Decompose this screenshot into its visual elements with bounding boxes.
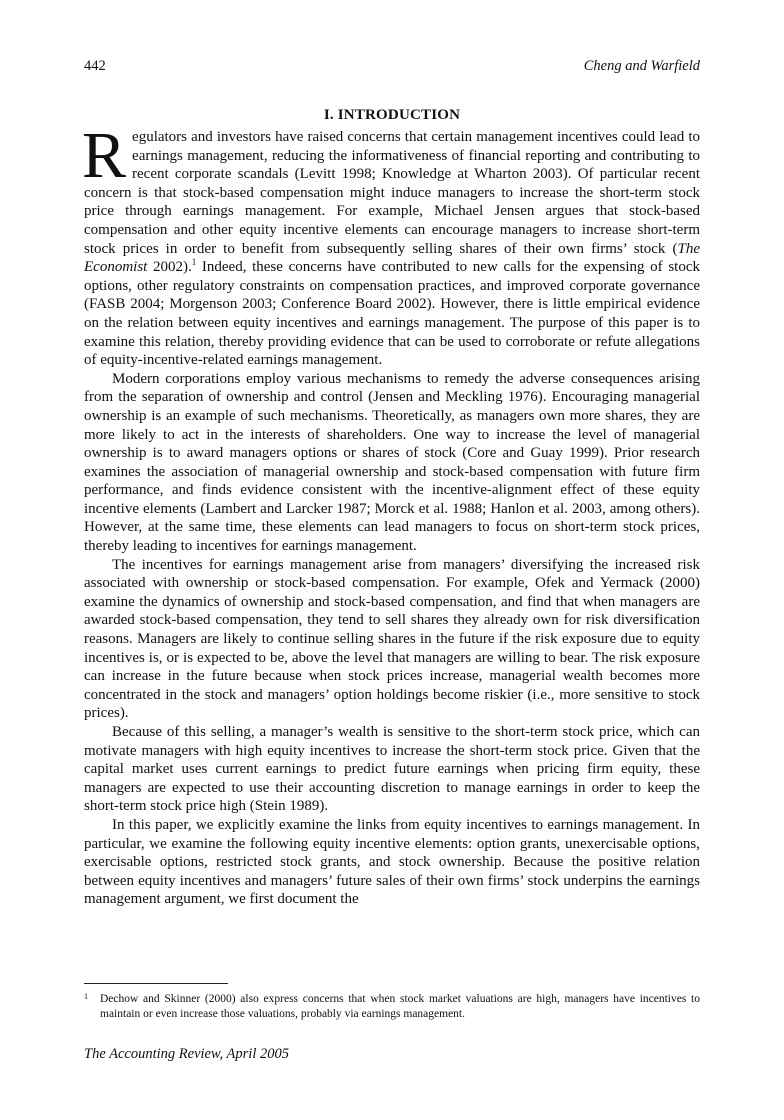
paragraph-1-citation-italic: The Economist [84, 240, 700, 276]
paragraph-1-text-b: 2002). [147, 259, 192, 276]
footnote-divider [84, 983, 228, 984]
article-body [82, 119, 700, 909]
paragraph-4: Because of this selling, a manager’s wealth is sensitive to the short-term stock price, which can motivate managers with high equity incentives to increase the short-term stock price. Given that the capital market uses current earnings to predict future earnings when pricing firm equity, these managers are expected to use their accounting discretion to manage earnings in order to keep the short-term stock price high (Stein 1989). [84, 724, 700, 815]
page-header [84, 58, 700, 78]
section-title: I. INTRODUCTION [323, 107, 461, 123]
footnote-reference: 1 [191, 257, 197, 268]
page-number: 442 [84, 58, 106, 74]
journal-footer: The Accounting Review, April 2005 [84, 1046, 289, 1062]
paragraph-1-text-c: Indeed, these concerns have contributed to new calls for the expensing of stock options, other regulatory constraints on compensation practices, and improved corporate governance (FASB 2004; Morgenson 2003; Conference Board 2002). However, there is little empirical evidence on the relation between equity incentives and earnings management. The purpose of this paper is to examine this relation, thereby providing evidence that can be used to corroborate or refute allegations of equity-incentive-related earnings management. [84, 259, 700, 369]
footnote [84, 992, 700, 1021]
paragraph-1 [82, 119, 700, 370]
paragraph-1-text-a: egulators and investors have raised concerns that certain management incentives could lead to earnings management, reducing the informativeness of financial reporting and contributing to recent corporate scandals (Levitt 1998; Knowledge at Wharton 2003). Of particular recent concern is that stock-based compensation might induce managers to increase the short-term stock price through earnings management. For example, Michael Jensen argues that stock-based compensation and other equity incentive elements can encourage managers to increase short-term stock prices in order to benefit from subsequently selling shares of their own firms’ stock ( [84, 129, 700, 257]
drop-cap: R [82, 119, 127, 192]
paragraph-2: Modern corporations employ various mechanisms to remedy the adverse consequences arising from the separation of ownership and control (Jensen and Meckling 1976). Encouraging managerial ownership is an example of such mechanisms. Theoretically, as managers own more shares, they are more likely to act in the interests of shareholders. One way to increase the level of managerial ownership is to award managers options or shares of stock (Core and Guay 1999). Prior research examines the association of managerial ownership and stock-based compensation with future firm performance, and finds evidence consistent with the incentive-alignment effect of these equity incentive elements (Lambert and Larcker 1987; Morck et al. 1988; Hanlon et al. 2003, among others). However, at the same time, these elements can lead managers to focus on short-term stock prices, thereby leading to incentives for earnings management. [84, 370, 700, 555]
paragraph-5: In this paper, we explicitly examine the links from equity incentives to earnings management. In particular, we examine the following equity incentive elements: option grants, unexercisable options, exercisable options, restricted stock grants, and stock ownership. Because the positive relation between equity incentives and managers’ future sales of their own firms’ stock underpins the earnings management argument, we first document the [84, 816, 700, 908]
running-head: Cheng and Warfield [583, 58, 700, 74]
paragraph-3: The incentives for earnings management arise from managers’ diversifying the increased risk associated with ownership or stock-based compensation. For example, Ofek and Yermack (2000) examine the dynamics of ownership and stock-based compensation, and find that when managers are awarded stock-based compensation, they tend to sell shares they already own for risk diversification reasons. Managers are likely to continue selling shares in the future if the risk exposure due to equity incentives is, or is expected to be, above the level that managers are willing to bear. The risk exposure can increase in the future because when stock prices increase, managerial wealth becomes more concentrated in the stock and managers’ option holdings become riskier (i.e., more sensitive to stock prices). [84, 556, 700, 722]
footnote-mark: 1 [84, 992, 88, 1001]
footnote-text: Dechow and Skinner (2000) also express concerns that when stock market valuations are high, managers have incentives to maintain or even increase those valuations, probably via earnings management. [100, 993, 700, 1020]
